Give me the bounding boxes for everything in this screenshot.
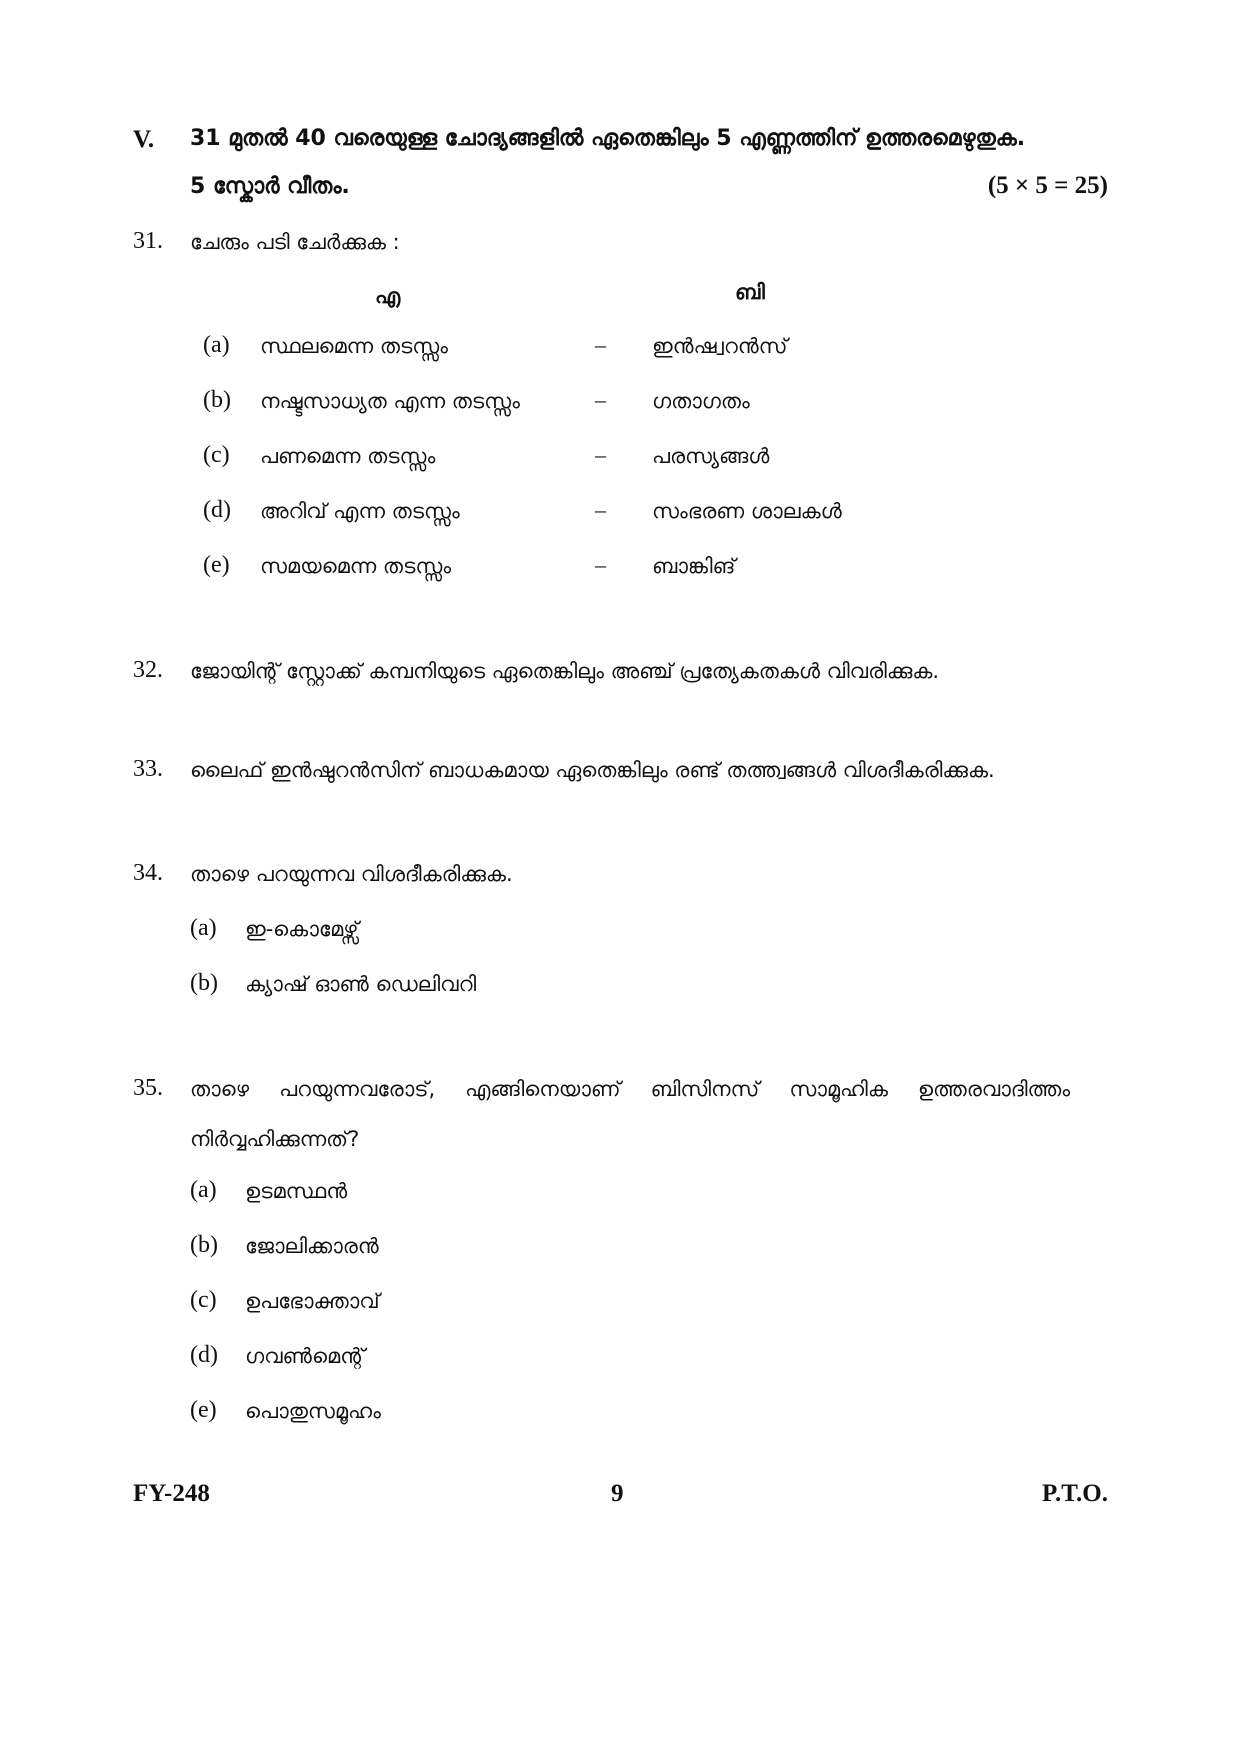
- section-marks: (5 × 5 = 25): [987, 172, 1108, 199]
- match-dash: –: [595, 332, 606, 357]
- match-item-b: സംഭരണ ശാലകൾ: [652, 499, 842, 523]
- paper-code: FY-248: [133, 1480, 210, 1507]
- match-row-label: (d): [203, 497, 231, 523]
- sub-item-text: പൊതുസമൂഹം: [245, 1399, 381, 1423]
- question-text-32: ജോയിന്റ് സ്റ്റോക്ക് കമ്പനിയുടെ ഏതെങ്കിലും അഞ്ച് പ്രത്യേകതകൾ വിവരിക്കുക.: [190, 659, 940, 683]
- column-b-heading: ബി: [735, 280, 765, 304]
- question-text-34: താഴെ പറയുന്നവ വിശദീകരിക്കുക.: [190, 862, 513, 886]
- sub-item-text: ഇ-കൊമേഴ്സ്: [245, 917, 359, 941]
- question-text-33: ലൈഫ് ഇൻഷുറൻസിന് ബാധകമായ ഏതെങ്കിലും രണ്ട് തത്ത്വങ്ങൾ വിശദീകരിക്കുക.: [190, 758, 995, 782]
- match-item-b: ബാങ്കിങ്: [652, 554, 736, 578]
- sub-item-label: (b): [190, 970, 218, 996]
- sub-item-text: ജോലിക്കാരൻ: [245, 1234, 379, 1258]
- question-number-31: 31.: [133, 228, 163, 254]
- question-number-32: 32.: [133, 657, 163, 683]
- pto-note: P.T.O.: [1042, 1480, 1108, 1507]
- question-number-34: 34.: [133, 860, 163, 886]
- match-row-label: (e): [203, 552, 230, 578]
- match-item-a: പണമെന്ന തടസ്സം: [260, 444, 436, 468]
- question-text-31: ചേരും പടി ചേർക്കുക :: [190, 230, 400, 254]
- column-a-heading: എ: [375, 284, 401, 308]
- match-row-label: (c): [203, 442, 230, 468]
- match-item-b: ഗതാഗതം: [652, 389, 750, 413]
- sub-item-label: (a): [190, 1177, 217, 1203]
- match-dash: –: [595, 497, 606, 522]
- match-row-label: (b): [203, 387, 231, 413]
- sub-item-text: ഗവൺമെന്റ്: [245, 1344, 365, 1368]
- sub-item-text: ഉടമസ്ഥൻ: [245, 1179, 348, 1203]
- page-number: 9: [611, 1480, 624, 1507]
- match-item-a: സമയമെന്ന തടസ്സം: [260, 554, 452, 578]
- section-score-note: 5 സ്കോർ വീതം.: [190, 174, 350, 199]
- sub-item-label: (e): [190, 1397, 217, 1423]
- question-text-35: താഴെ പറയുന്നവരോട്, എങ്ങിനെയാണ് ബിസിനസ് സാമൂഹിക ഉത്തരവാദിത്തം നിർവ്വഹിക്കുന്നത്?: [190, 1077, 1070, 1151]
- sub-item-text: ഉപഭോക്താവ്: [245, 1289, 380, 1313]
- section-number: V.: [133, 126, 155, 153]
- sub-item-label: (a): [190, 915, 217, 941]
- sub-item-label: (b): [190, 1232, 218, 1258]
- question-number-35: 35.: [133, 1075, 163, 1101]
- sub-item-label: (c): [190, 1287, 217, 1313]
- match-row-label: (a): [203, 332, 230, 358]
- match-item-a: നഷ്ടസാധ്യത എന്ന തടസ്സം: [260, 389, 520, 413]
- match-item-b: ഇൻഷ്വറൻസ്: [652, 334, 788, 358]
- match-item-b: പരസ്യങ്ങൾ: [652, 444, 770, 468]
- match-item-a: സ്ഥലമെന്ന തടസ്സം: [260, 334, 448, 358]
- match-dash: –: [595, 552, 606, 577]
- match-dash: –: [595, 387, 606, 412]
- question-number-33: 33.: [133, 756, 163, 782]
- match-dash: –: [595, 442, 606, 467]
- match-item-a: അറിവ് എന്ന തടസ്സം: [260, 499, 460, 523]
- section-instruction: 31 മുതൽ 40 വരെയുള്ള ചോദ്യങ്ങളിൽ ഏതെങ്കിലും 5 എണ്ണത്തിന് ഉത്തരമെഴുതുക.: [190, 126, 1026, 151]
- sub-item-text: ക്യാഷ് ഓൺ ഡെലിവറി: [245, 972, 477, 996]
- sub-item-label: (d): [190, 1342, 218, 1368]
